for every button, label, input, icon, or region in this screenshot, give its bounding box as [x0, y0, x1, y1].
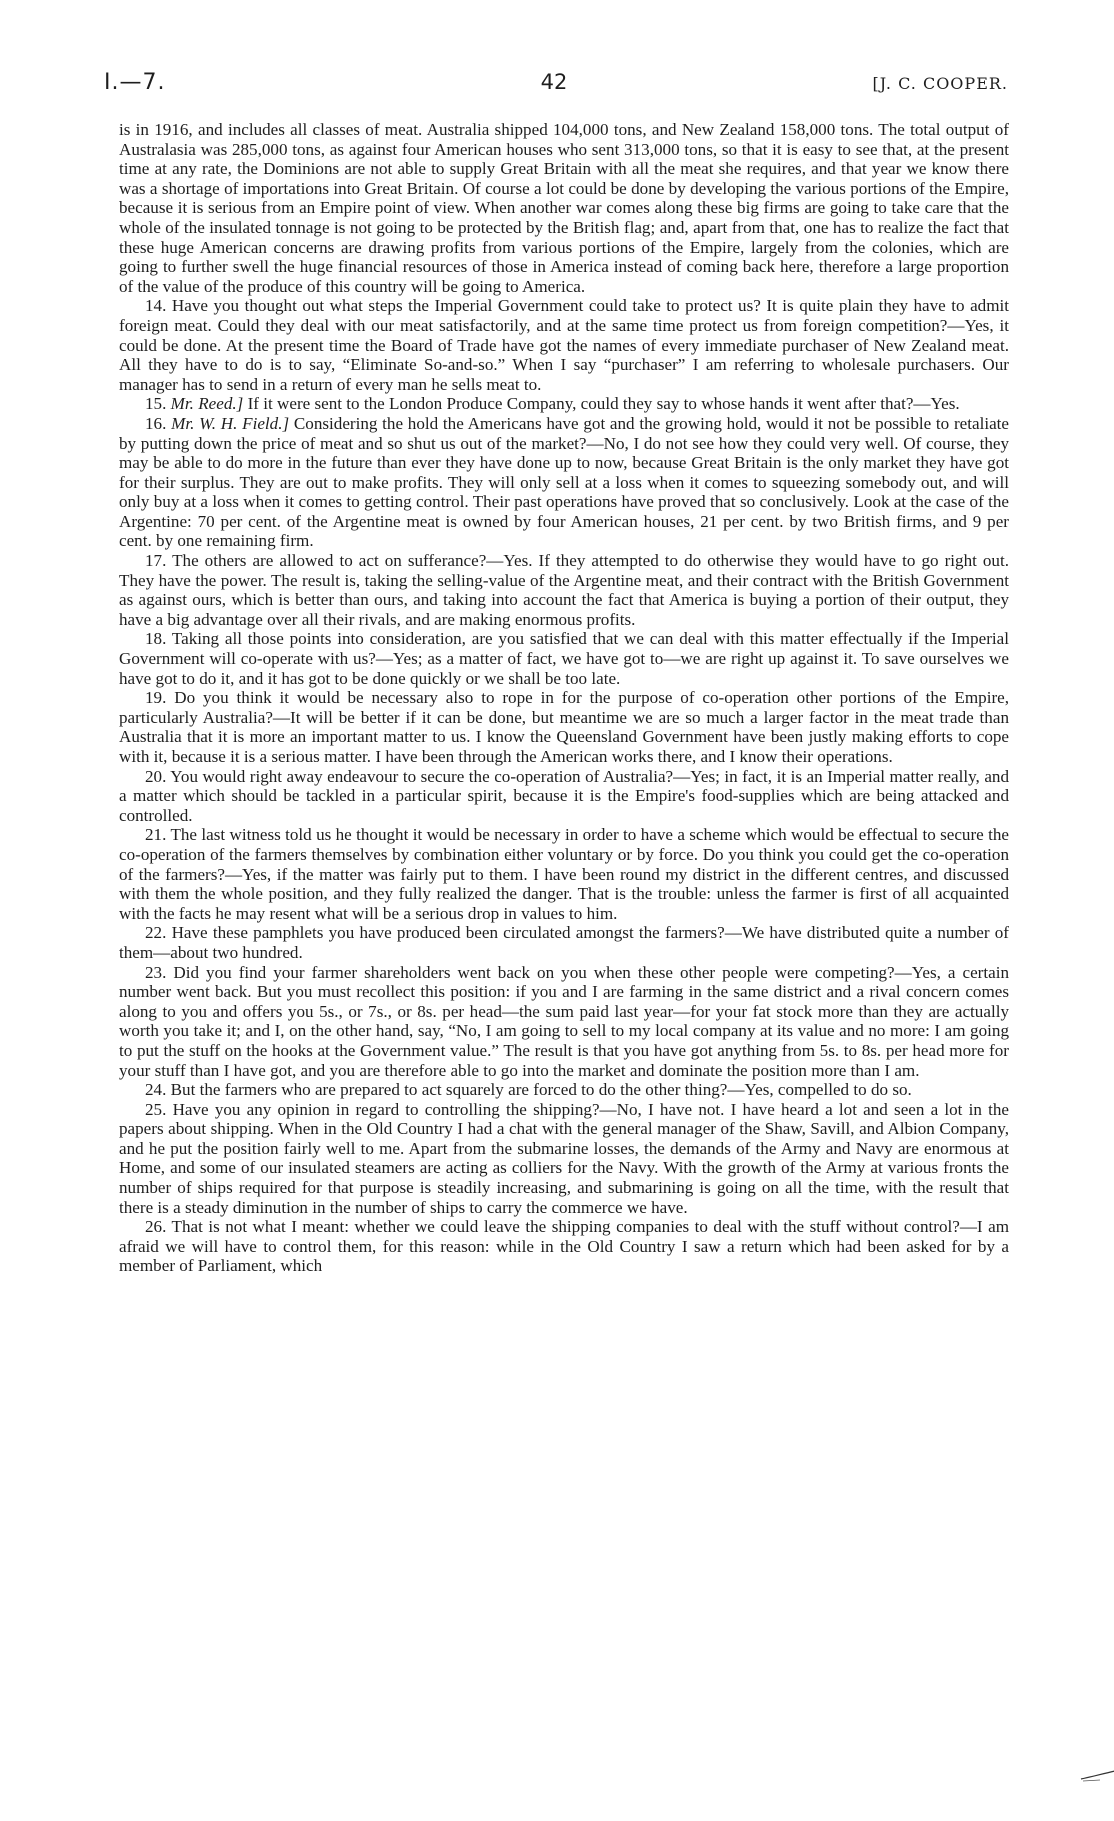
continued-paragraph: is in 1916, and includes all classes of meat. Australia shipped 104,000 tons, and New Zealand 158,000 tons. The total output of Australasia was 285,000 tons, as against four American houses who sent 313,000 tons, so that it is easy to see that, at the present time at any rate, the Dominions are not able to supply Great Britain with all the meat she requires, and that year we know there was a shortage of importations into Great Britain. Of course a lot could be done by developing the various portions of the Empire, because it is serious from an Empire point of view. When another war comes along these big firms are going to take care that the whole of the insulated tonnage is not going to be protected by the British flag; and, apart from that, one has to realize the fact that these huge American concerns are drawing profits from various portions of the Empire, largely from the colonies, which are going to further swell the huge financial resources of those in America instead of coming back here, therefore a large proportion of the value of the produce of this country will be going to America.	[119, 120, 1009, 296]
question-text: If it were sent to the London Produce Company, could they say to whose hands it went after that?—Yes.	[247, 394, 960, 414]
question-paragraph	[119, 551, 1009, 629]
question-number: 24.	[145, 1080, 167, 1100]
question-number: 17.	[145, 551, 167, 571]
question-text: The last witness told us he thought it would be necessary in order to have a scheme which would be effectual to secure the co-operation of the farmers themselves by combination either voluntary or by force. Do you think you could get the co-operation of the farmers?—Yes, if the matter was fairly put to them. I have been round my district in the different centres, and discussed with them the whole position, and they fully realized the danger. That is the trouble: unless the farmer is first of all acquainted with the facts he may resent what will be a serious drop in values to him.	[119, 825, 1010, 923]
question-text: Considering the hold the Americans have got and the growing hold, would it not be possible to retaliate by putting down the price of meat and so shut us out of the market?—No, I do not see how they could very well. Of course, they may be able to do more in the future than ever they have done up to now, because Great Britain is the only market they have got for their surplus. They are out to make profits. They will only sell at a loss when it comes to squeezing somebody out, and will only buy at a loss when it comes to getting control. Their past operations have proved that so conclusively. Look at the case of the Argentine: 70 per cent. of the Argentine meat is owned by four American houses, 21 per cent. by two British firms, and 9 per cent. by one remaining firm.	[119, 413, 1009, 551]
question-paragraph	[119, 1080, 1009, 1100]
question-paragraph	[119, 963, 1009, 1081]
question-number: 20.	[145, 766, 167, 786]
question-text: Do you think it would be necessary also to rope in for the purpose of co-operation other portions of the Empire, particularly Australia?—It will be better if it can be done, but meantime we are so much a larger factor in the meat trade than Australia that it is more an important matter to us. I know the Queensland Government have been justly making efforts to cope with it, because it is a serious matter. I have been through the American works there, and I know their operations.	[119, 688, 1009, 766]
question-paragraph	[119, 296, 1009, 394]
questioner-name: Mr. Reed.]	[170, 394, 244, 414]
witness-name: [J. C. COOPER.	[872, 74, 1008, 93]
question-text: But the farmers who are prepared to act squarely are forced to do the other thing?—Yes, compelled to do so.	[170, 1080, 912, 1100]
question-number: 18.	[145, 629, 167, 649]
question-text: That is not what I meant: whether we could leave the shipping companies to deal with the stuff without control?—I am afraid we will have to control them, for this reason: while in the Old Country I saw a return which had been asked for by a member of Parliament, which	[119, 1217, 1009, 1276]
question-paragraph	[119, 767, 1009, 826]
question-paragraph	[119, 394, 1009, 414]
question-paragraph	[119, 923, 1009, 962]
question-paragraph	[119, 1100, 1009, 1218]
question-number: 25.	[145, 1099, 167, 1119]
page-number: 42	[540, 70, 568, 94]
question-paragraph	[119, 629, 1009, 688]
question-text: The others are allowed to act on sufferance?—Yes. If they attempted to do otherwise they would have to go right out. They have the power. The result is, taking the selling-value of the Argentine meat, and their contract with the British Government as against ours, which is better than ours, and taking into account the fact that America is buying a portion of their output, they have a big advantage over all their rivals, and are making enormous profits.	[119, 551, 1009, 629]
question-paragraph	[119, 825, 1009, 923]
question-text: Did you find your farmer shareholders went back on you when these other people were competing?—Yes, a certain number went back. But you must recollect this position: if you and I are farming in the same district and a rival concern comes along to you and offers you 5s., or 7s., or 8s. per head—the sum paid last year—for your fat stock more than they are actually worth you take it; and I, on the other hand, say, “No, I am going to sell to my local company at its value and no more: I am going to put the stuff on the hooks at the Government value.” The result is that you have got anything from 5s. to 8s. per head more for your stuff than I have got, and you are therefore able to go into the market and dominate the position more than I am.	[119, 962, 1009, 1080]
question-text: You would right away endeavour to secure the co-operation of Australia?—Yes; in fact, it is an Imperial matter really, and a matter which should be tackled in a particular spirit, because it is the Empire's food-supplies which are being attacked and controlled.	[119, 766, 1010, 825]
question-paragraph	[119, 414, 1009, 551]
paper-reference: I.—7.	[104, 70, 166, 95]
margin-pen-mark	[1080, 1770, 1114, 1782]
evidence-text	[119, 120, 1009, 1276]
question-number: 14.	[145, 296, 167, 316]
question-list	[119, 296, 1009, 1276]
question-number: 26.	[145, 1217, 167, 1237]
question-number: 21.	[145, 825, 167, 845]
question-text: Have these pamphlets you have produced been circulated amongst the farmers?—We have distributed quite a number of them—about two hundred.	[119, 923, 1009, 962]
page-header	[100, 70, 1008, 104]
question-number: 22.	[145, 923, 167, 943]
question-number: 19.	[145, 688, 167, 708]
question-number: 15.	[145, 394, 167, 414]
question-text: Have you thought out what steps the Imperial Government could take to protect us? It is quite plain they have to admit foreign meat. Could they deal with our meat satisfactorily, and at the same time protect us from foreign competition?—Yes, it could be done. At the present time the Board of Trade have got the names of every immediate purchaser of New Zealand meat. All they have to do is to say, “Eliminate So-and-so.” When I say “purchaser” I am referring to wholesale purchasers. Our manager has to send in a return of every man he sells meat to.	[119, 296, 1010, 394]
question-number: 23.	[145, 962, 167, 982]
question-text: Taking all those points into consideration, are you satisfied that we can deal with this matter effectually if the Imperial Government will co-operate with us?—Yes; as a matter of fact, we have got to—we are right up against it. To save ourselves we have got to do it, and it has got to be done quickly or we shall be too late.	[119, 629, 1009, 688]
question-number: 16.	[145, 413, 167, 433]
question-paragraph	[119, 1217, 1009, 1276]
question-paragraph	[119, 688, 1009, 766]
questioner-name: Mr. W. H. Field.]	[171, 413, 290, 433]
question-text: Have you any opinion in regard to controlling the shipping?—No, I have not. I have heard a lot and seen a lot in the papers about shipping. When in the Old Country I had a chat with the general manager of the Shaw, Savill, and Albion Company, and he put the position fairly well to me. Apart from the submarine losses, the demands of the Army and Navy are enormous at Home, and some of our insulated steamers are acting as colliers for the Navy. With the growth of the Army at various fronts the number of ships required for that purpose is steadily increasing, and submarining is going on all the time, with the result that there is a steady diminution in the number of ships to carry the commerce we have.	[119, 1099, 1009, 1217]
